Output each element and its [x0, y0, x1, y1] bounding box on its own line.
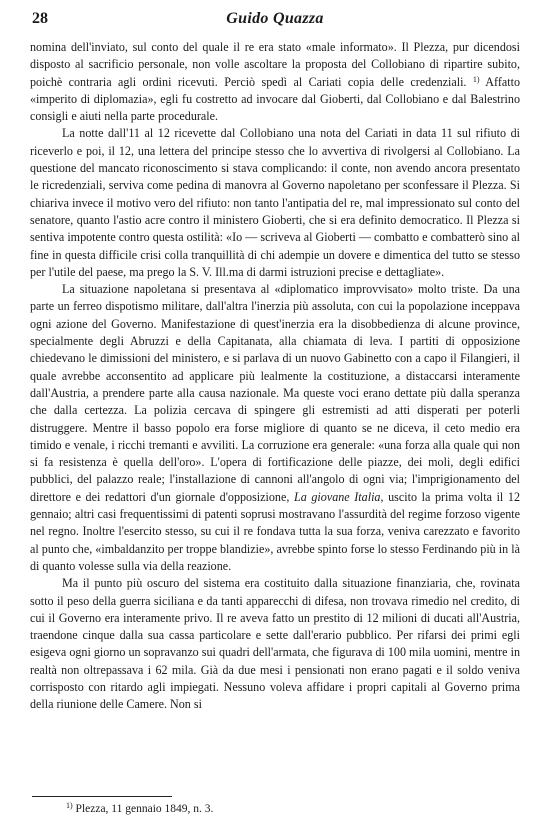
footnote — [66, 802, 213, 817]
paragraph-text: La situazione napoletana si presentava al «diplomatico improvvisato» molto triste. Da una parte un ferreo dispotismo militare, dall'altra l'inerzia più assoluta, con cui la popolazione inceppava ogni azione del Governo. Manifestazione di quest'inerzia era la disobbedienza di alcune province, specialmente degli Abruzzi e della Capitanata, alla chiamata di leva. I partiti di opposizione chiedevano le dimissioni del ministero, e si parlava di un nuovo Gabinetto con a capo il Filangieri, il quale avrebbe acconsentito ad applicare più lealmente la costituzione, a distaccarsi interamente dall'Austria, a prendere parte alla causa nazionale. Ma queste voci erano dettate più dalla speranza che dalla certezza. La polizia cercava di spingere gli estremisti ad atti disperati per poterli distruggere. Mentre il basso popolo era forse migliore di quanto se ne diceva, il ceto medio era timido e venale, i ricchi tremanti e avviliti. La corruzione era generale: «una forza alla quale qui non si fa resistenza è quella dell'oro». L'opera di fortificazione delle piazze, dei moli, degli edifici pubblici, del palazzo reale; l'installazione di cannoni all'angolo di ogni via; l'imprigionamento del direttore e dei redattori d'un giornale d'opposizione, — [30, 282, 520, 504]
paragraph: Ma il punto più oscuro del sistema era costituito dalla situazione finanziaria, che, rovinata sotto il peso della guerra siciliana e da tanti apparecchi di difesa, non trovava rimedio nel credito, di cui il Governo era interamente privo. Il re aveva fatto un prestito di 12 milioni di ducati all'Austria, traendone cinque dalla sua cassa particolare e sette dall'erario pubblico. Per rifarsi dei primi egli esigeva ogni giorno un sopravanzo sui quadri dell'armata, che figurava di 100 mila uomini, mentre in realtà non oltrepassava i 62 mila. Già da due mesi i pensionati non erano pagati e il soldo veniva corrisposto con ritardo agli impiegati. Nessuno voleva affidare i propri capitali al Governo prima della riunione delle Camere. Non si — [30, 576, 520, 712]
page-number: 28 — [32, 10, 48, 27]
paragraph: La notte dall'11 al 12 ricevette dal Collobiano una nota del Cariati in data 11 sul rifiuto di riceverlo e poi, il 12, una lettera del principe stesso che lo avvertiva di rivolgersi al Collobiano. La questione del mancato riconoscimento si stava complicando: il conte, non avendo ancora presentato le ricredenziali, serviva come pedina di manovra al Governo napoletano per sconfessare il Plezza. Si chiariva invece il motivo vero del rifiuto: non tanto l'antipatia del re, mal impressionato sul conto del senatore, quanto l'astio acre contro il ministero Gioberti, che si era definito democratico. Il Plezza si sentiva impotente contro questa ostilità: «Io — scriveva al Gioberti — combatto e combatterò sino al fine in questa difficile crisi colla tranquillità di chi adempie un dovere e dimentica del tutto se stesso per l'utile del paese, ma prego la S. V. Ill.ma di darmi istruzioni precise e dettagliate». — [30, 126, 520, 279]
footnote-reference: 1) — [472, 74, 480, 84]
paragraph — [30, 39, 520, 125]
footnote-marker: 1) — [66, 801, 73, 810]
newspaper-title: La giovane Italia — [294, 489, 381, 504]
body-text — [30, 39, 520, 714]
footnote-text: Plezza, 11 gennaio 1849, n. 3. — [75, 803, 214, 815]
footnote-divider — [32, 796, 172, 797]
paragraph-text: nomina dell'inviato, sul conto del quale il re era stato «male informato». Il Plezza, pur dicendosi disposto al sacrificio personale, non volle ascoltare la proposta del Collobiano di ripartire subito, poichè contraria agli ordini ricevuti. Perciò spedì al Cariati copia delle credenziali. — [30, 40, 520, 89]
paragraph-text: Affatto «imperito di diplomazia», egli fu costretto ad invocare dal Gioberti, dal Collobiano e dal Balestrino consigli e aiuti nella parte procedurale. — [30, 74, 521, 124]
page-header — [32, 10, 518, 32]
paragraph-text: uscito la prima volta il 12 gennaio; altri casi frequentissimi di patenti soprusi mostravano l'assurdità del regime forzoso vigente nel regno. Inoltre l'esercito stesso, su cui il re fondava tutta la sua forza, veniva carezzato e favorito al punto che, «imbaldanzito per troppe blandizie», avrebbe spinto forse lo stesso Ferdinando più in là di quanto volesse sulla via della reazione. — [30, 489, 520, 573]
paragraph: La situazione napoletana si presentava al «diplomatico improvvisato» molto triste. Da una parte un ferreo dispotismo militare, dall'altra l'inerzia più assoluta, con cui la popolazione inceppava ogni azione del Governo. Manifestazione di quest'inerzia era la disobbedienza di alcune province, specialmente degli Abruzzi e della Capitanata, alla chiamata di leva. I partiti di opposizione chiedevano le dimissioni del ministero, e si parlava di un nuovo Gabinetto con a capo il Filangieri, il quale avrebbe acconsentito ad applicare più lealmente la costituzione, a distaccarsi interamente dall'Austria, a prendere parte alla causa nazionale. Ma queste voci erano dettate più dalla speranza che dalla certezza. La polizia cercava di spingere gli estremisti ad atti disperati per poterli distruggere. Mentre il basso popolo era forse migliore di quanto se ne diceva, il ceto medio era timido e venale, i ricchi tremanti e avviliti. La corruzione era generale: «una forza alla quale qui non si fa resistenza è quella dell'oro». L'opera di fortificazione delle piazze, dei moli, degli edifici pubblici, del palazzo reale; l'installazione di cannoni all'angolo di ogni via; l'imprigionamento del direttore e dei redattori d'un giornale d'opposizione, La giovane Italia, uscito la prima volta il 12 gennaio; altri casi frequentissimi di patenti soprusi mostravano l'assurdità del regime forzoso vigente nel regno. Inoltre l'esercito stesso, su cui il re fondava tutta la sua forza, veniva carezzato e favorito al punto che, «imbaldanzito per troppe blandizie», avrebbe spinto forse lo stesso Ferdinando più in là di quanto volesse sulla via della reazione. — [30, 282, 520, 573]
running-head: Guido Quazza — [226, 10, 324, 27]
